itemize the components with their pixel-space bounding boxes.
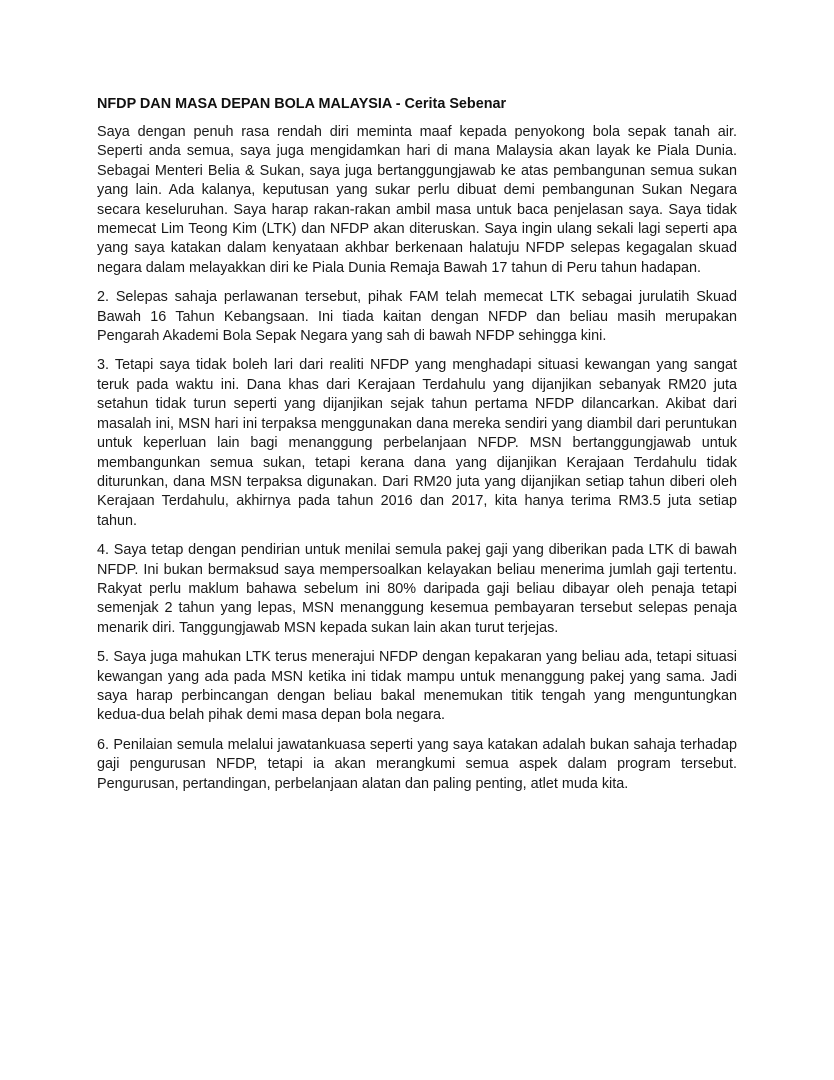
paragraph-3: 3. Tetapi saya tidak boleh lari dari realiti NFDP yang menghadapi situasi kewangan yang sangat teruk pada waktu ini. Dana khas dari Kerajaan Terdahulu yang dijanjikan sebanyak RM20 juta setahun tidak turun seperti yang dijanjikan sejak tahun pertama NFDP dilancarkan. Akibat dari masalah ini, MSN hari ini terpaksa menggunakan dana mereka sendiri yang diambil dari peruntukan untuk keperluan lain bagi menanggung perbelanjaan NFDP. MSN bertanggungjawab untuk membangunkan semua sukan, tetapi kerana dana yang dijanjikan Kerajaan Terdahulu tidak diturunkan, dana MSN terpaksa digunakan. Dari RM20 juta yang dijanjikan setiap tahun diberi oleh Kerajaan Terdahulu, akhirnya pada tahun 2016 dan 2017, kita hanya terima RM3.5 juta setiap tahun. [97, 357, 737, 529]
paragraph-intro: Saya dengan penuh rasa rendah diri meminta maaf kepada penyokong bola sepak tanah air. Seperti anda semua, saya juga mengidamkan hari di mana Malaysia akan layak ke Piala Dunia. Sebagai Menteri Belia & Sukan, saya juga bertanggungjawab ke atas pembangunan semua sukan yang lain. Ada kalanya, keputusan yang sukar perlu dibuat demi pembangunan Sukan Negara secara keseluruhan. Saya harap rakan-rakan ambil masa untuk baca penjelasan saya. Saya tidak memecat Lim Teong Kim (LTK) dan NFDP akan diteruskan. Saya ingin ulang sekali lagi seperti apa yang saya katakan dalam kenyataan akhbar berkenaan halatuju NFDP selepas kegagalan skuad negara dalam melayakkan diri ke Piala Dunia Remaja Bawah 17 tahun di Peru tahun hadapan. [97, 124, 737, 276]
paragraph-4: 4. Saya tetap dengan pendirian untuk menilai semula pakej gaji yang diberikan pada LTK di bawah NFDP. Ini bukan bermaksud saya mempersoalkan kelayakan beliau menerima jumlah gaji tertentu. Rakyat perlu maklum bahawa sebelum ini 80% daripada gaji beliau dibayar oleh penaja tetapi semenjak 2 tahun yang lepas, MSN menanggung kesemua pembayaran tersebut selepas penaja menarik diri. Tanggungjawab MSN kepada sukan lain akan turut terjejas. [97, 542, 737, 636]
document-page [97, 94, 737, 804]
paragraph-2: 2. Selepas sahaja perlawanan tersebut, pihak FAM telah memecat LTK sebagai jurulatih Skuad Bawah 16 Tahun Kebangsaan. Ini tiada kaitan dengan NFDP dan beliau masih merupakan Pengarah Akademi Bola Sepak Negara yang sah di bawah NFDP sehingga kini. [97, 289, 737, 345]
paragraph-5: 5. Saya juga mahukan LTK terus menerajui NFDP dengan kepakaran yang beliau ada, tetapi situasi kewangan yang ada pada MSN ketika ini tidak mampu untuk menanggung pakej yang sama. Jadi saya harap perbincangan dengan beliau bakal menemukan titik tengah yang menguntungkan kedua-dua belah pihak demi masa depan bola negara. [97, 649, 737, 724]
paragraph-6: 6. Penilaian semula melalui jawatankuasa seperti yang saya katakan adalah bukan sahaja terhadap gaji pengurusan NFDP, tetapi ia akan merangkumi semua aspek dalam program tersebut. Pengurusan, pertandingan, perbelanjaan alatan dan paling penting, atlet muda kita. [97, 736, 737, 792]
document-title: NFDP DAN MASA DEPAN BOLA MALAYSIA - Cerita Sebenar [97, 96, 507, 112]
